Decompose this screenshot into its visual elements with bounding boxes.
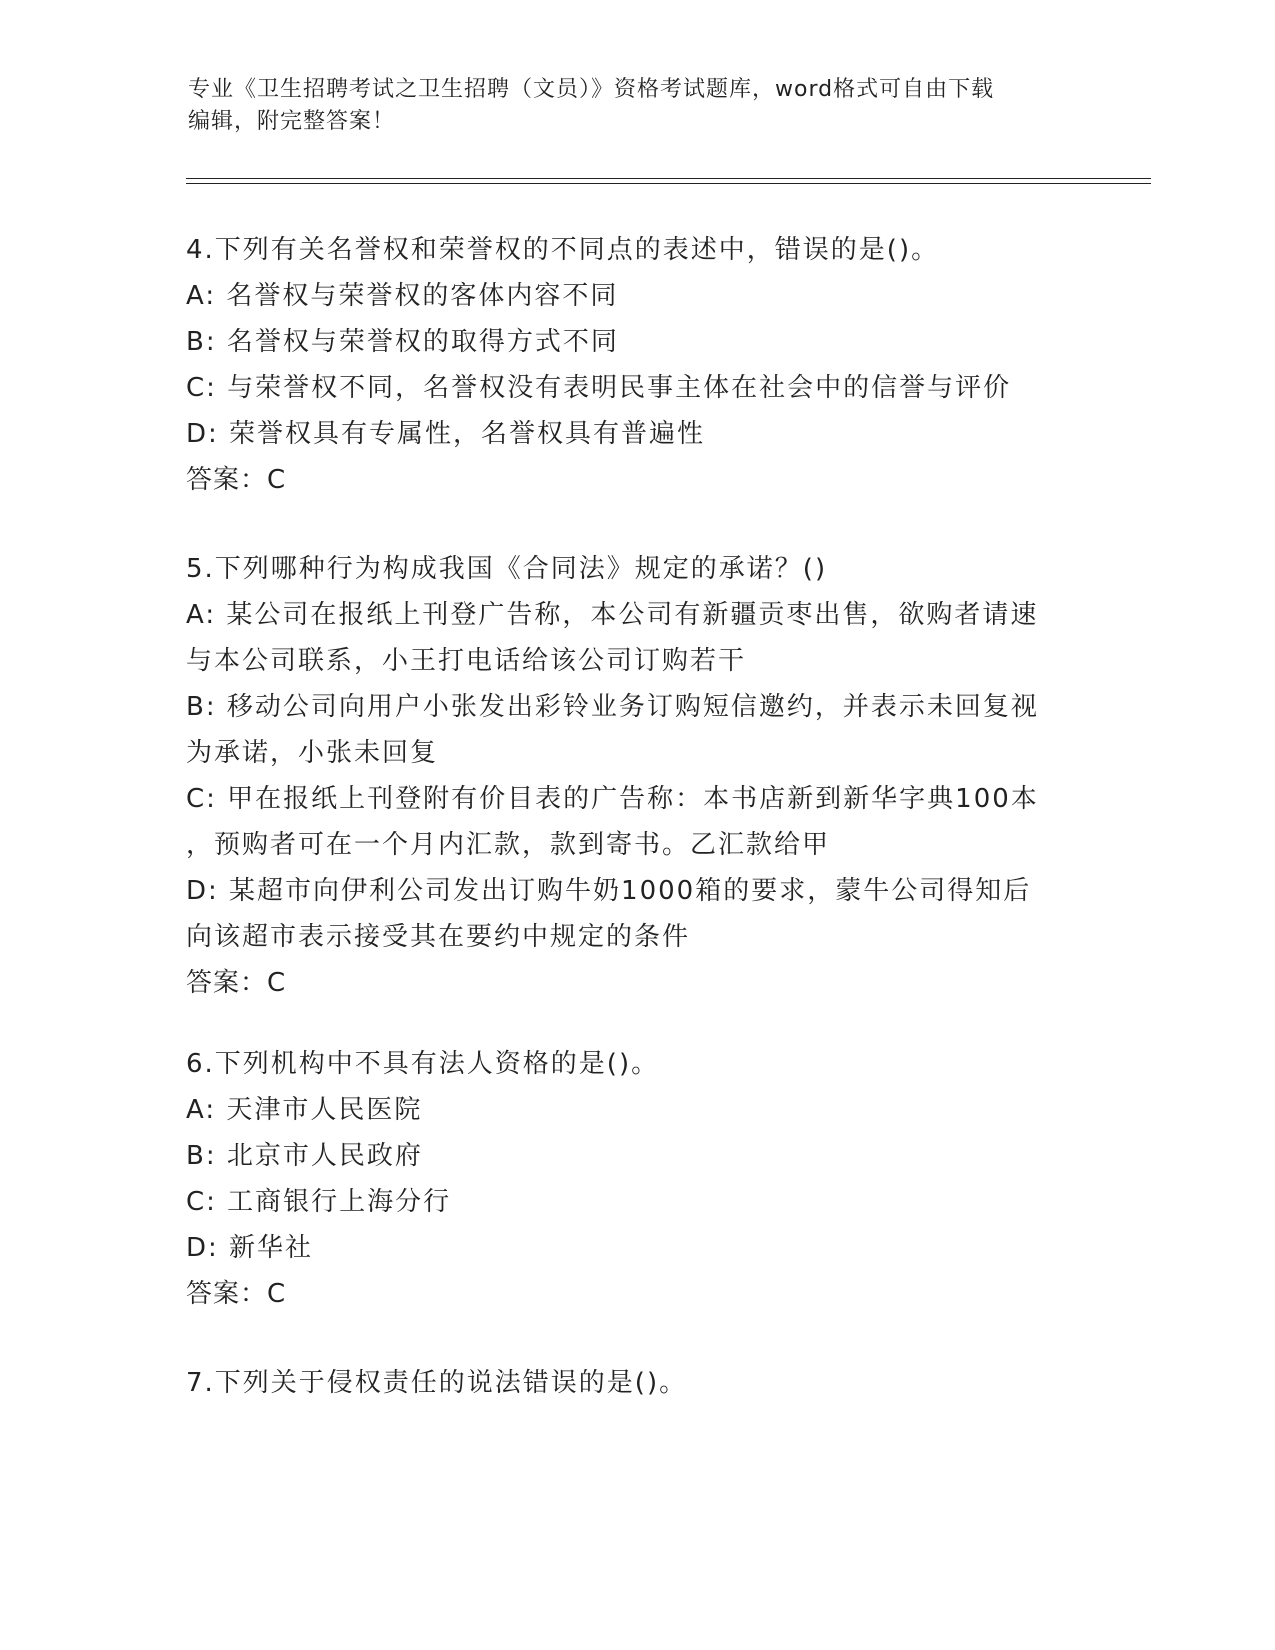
option-d: D: 荣誉权具有专属性，名誉权具有普遍性 bbox=[186, 419, 706, 449]
option-c: C: 工商银行上海分行 bbox=[186, 1187, 452, 1217]
option-b: B: 移动公司向用户小张发出彩铃业务订购短信邀约，并表示未回复视 bbox=[186, 692, 1039, 722]
option-a: A: 某公司在报纸上刊登广告称，本公司有新疆贡枣出售，欲购者请速 bbox=[186, 600, 1039, 630]
header-divider-bottom bbox=[186, 183, 1151, 184]
answer-label: 答案：C bbox=[186, 968, 287, 998]
option-d-continued: 向该超市表示接受其在要约中规定的条件 bbox=[186, 922, 691, 952]
option-a-continued: 与本公司联系，小王打电话给该公司订购若干 bbox=[186, 646, 747, 676]
question-5 bbox=[186, 546, 1086, 1006]
question-stem: 6.下列机构中不具有法人资格的是()。 bbox=[186, 1049, 660, 1079]
question-stem: 4.下列有关名誉权和荣誉权的不同点的表述中，错误的是()。 bbox=[186, 235, 940, 265]
answer-label: 答案：C bbox=[186, 1279, 287, 1309]
question-stem: 5.下列哪种行为构成我国《合同法》规定的承诺？() bbox=[186, 554, 828, 584]
answer-label: 答案：C bbox=[186, 465, 287, 495]
question-4 bbox=[186, 227, 1086, 503]
header-divider-top bbox=[186, 178, 1151, 179]
option-b: B: 名誉权与荣誉权的取得方式不同 bbox=[186, 327, 619, 357]
option-d: D: 新华社 bbox=[186, 1233, 314, 1263]
document-header bbox=[188, 74, 1088, 138]
option-d: D: 某超市向伊利公司发出订购牛奶1000箱的要求，蒙牛公司得知后 bbox=[186, 876, 1032, 906]
option-a: A: 名誉权与荣誉权的客体内容不同 bbox=[186, 281, 619, 311]
option-b: B: 北京市人民政府 bbox=[186, 1141, 423, 1171]
header-line-2: 编辑，附完整答案！ bbox=[188, 109, 396, 134]
option-c: C: 甲在报纸上刊登附有价目表的广告称：本书店新到新华字典100本 bbox=[186, 784, 1039, 814]
option-a: A: 天津市人民医院 bbox=[186, 1095, 423, 1125]
option-c: C: 与荣誉权不同，名誉权没有表明民事主体在社会中的信誉与评价 bbox=[186, 373, 1012, 403]
question-6 bbox=[186, 1041, 1086, 1317]
question-7 bbox=[186, 1360, 1086, 1406]
question-stem: 7.下列关于侵权责任的说法错误的是()。 bbox=[186, 1368, 688, 1398]
option-b-continued: 为承诺，小张未回复 bbox=[186, 738, 439, 768]
header-line-1: 专业《卫生招聘考试之卫生招聘（文员）》资格考试题库，word格式可自由下载 bbox=[188, 77, 995, 102]
option-c-continued: ，预购者可在一个月内汇款，款到寄书。乙汇款给甲 bbox=[186, 830, 831, 860]
